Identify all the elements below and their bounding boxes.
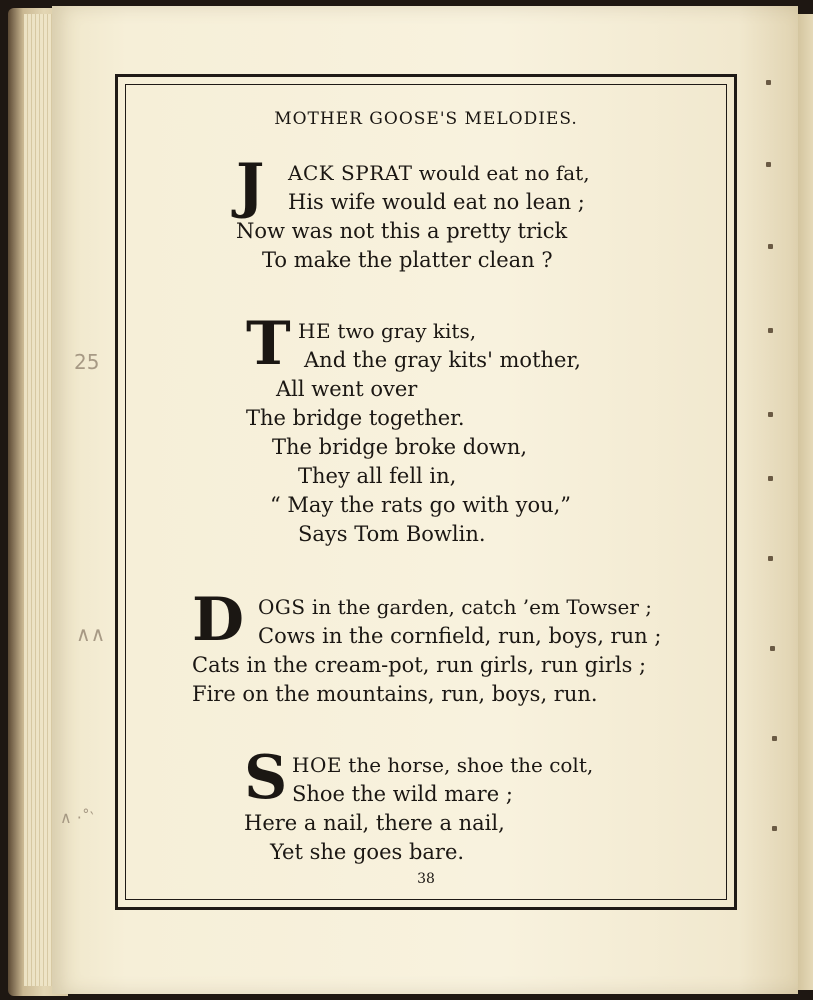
verse-line: His wife would eat no lean ; <box>288 190 585 214</box>
page-tick-mark <box>770 646 775 651</box>
page-border <box>115 74 737 910</box>
drop-cap: S <box>244 743 288 813</box>
page-tick-mark <box>768 476 773 481</box>
verse-dogs-in-garden <box>192 585 712 709</box>
page-tick-mark <box>766 162 771 167</box>
small-caps-opening: ACK SPRAT <box>288 161 413 185</box>
verse-line: Now was not this a pretty trick <box>236 219 568 243</box>
pencil-margin-note: ∧∧ <box>76 622 106 646</box>
verse-line: They all fell in, <box>298 464 457 488</box>
first-line-text: two gray kits, <box>331 319 477 343</box>
verse-line: All went over <box>276 377 418 401</box>
verse-shoe-the-horse <box>244 743 684 867</box>
first-line-text: the horse, shoe the colt, <box>341 753 594 777</box>
verse-line: To make the platter clean ? <box>262 248 553 272</box>
verse-line: Cats in the cream-pot, run girls, run girls ; <box>192 653 647 677</box>
drop-cap: T <box>246 309 291 379</box>
first-line-text: would eat no fat, <box>412 161 590 185</box>
verse-line: Says Tom Bowlin. <box>298 522 486 546</box>
verse-two-gray-kits <box>246 309 686 549</box>
verse-line: “ May the rats go with you,” <box>270 493 572 517</box>
verse-line: Shoe the wild mare ; <box>292 782 513 806</box>
page-tick-mark <box>772 826 777 831</box>
running-head: MOTHER GOOSE'S MELODIES. <box>274 109 578 129</box>
verse-line: Cows in the cornfield, run, boys, run ; <box>258 624 662 648</box>
page-tick-mark <box>768 556 773 561</box>
drop-cap: J <box>236 151 265 221</box>
verse-jack-sprat <box>236 151 696 275</box>
verse-line: And the gray kits' mother, <box>304 348 581 372</box>
page-tick-mark <box>768 412 773 417</box>
verse-line: Yet she goes bare. <box>270 840 465 864</box>
first-line-text: in the garden, catch ’em Towser ; <box>305 595 653 619</box>
verse-line: Here a nail, there a nail, <box>244 811 505 835</box>
page-tick-mark <box>768 328 773 333</box>
page-tick-mark <box>766 80 771 85</box>
book-page <box>52 6 798 994</box>
small-caps-opening: OGS <box>258 595 306 619</box>
verse-line: The bridge broke down, <box>272 435 528 459</box>
page-tick-mark <box>772 736 777 741</box>
page-tick-mark <box>768 244 773 249</box>
small-caps-opening: HOE <box>292 753 342 777</box>
verse-line: Fire on the mountains, run, boys, run. <box>192 682 598 706</box>
page-number: 38 <box>417 871 435 887</box>
small-caps-opening: HE <box>298 319 332 343</box>
drop-cap: D <box>192 585 245 655</box>
verse-line: The bridge together. <box>246 406 465 430</box>
pencil-margin-note: 25 <box>74 350 100 374</box>
pencil-margin-note: ∧ ·˚‵ <box>60 808 94 827</box>
